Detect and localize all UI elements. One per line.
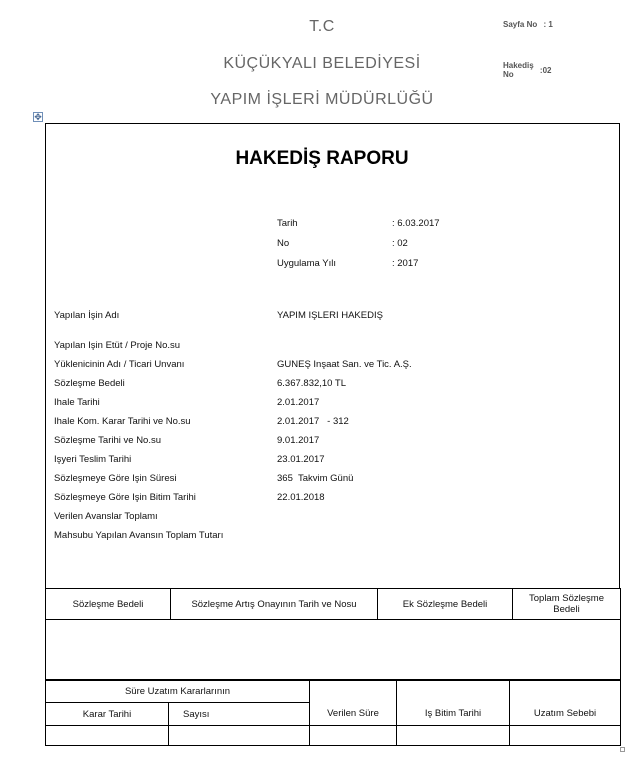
table-header-cell: Karar Tarihi [46,703,169,726]
field-value: 6.367.832,10 TL [277,378,347,389]
field-value: 22.01.2018 [277,492,325,503]
report-title: HAKEDİŞ RAPORU [235,148,409,169]
table-row [46,681,621,703]
field-label: Verilen Avanslar Toplamı [54,511,158,522]
info-value-date: : 6.03.2017 [392,218,440,229]
page-number-value: : 1 [543,20,553,29]
info-label-year: Uygulama Yılı [277,258,336,269]
field-label: Sözleşmeye Göre Işin Süresi [54,473,177,484]
field-value: 2.01.2017 [277,397,320,408]
field-label: Ihale Tarihi [54,397,100,408]
table-move-handle-icon[interactable]: ✥ [34,112,42,122]
field-label: Sözleşme Bedeli [54,378,125,389]
header-tc: T.C [309,18,335,35]
table-cell [510,726,621,746]
table-header-cell: Sözleşme Bedeli [46,589,171,620]
field-label: Yüklenicinin Adı / Ticari Unvanı [54,359,185,370]
page-number [503,20,553,29]
hakedis-number [503,61,551,79]
table-row [46,589,621,620]
table-header-cell: Iş Bitim Tarihi [397,681,510,726]
field-value: YAPIM IŞLERI HAKEDIŞ [277,310,383,321]
table-cell [46,620,621,680]
info-value-no: : 02 [392,238,408,249]
contract-table [45,588,621,680]
hakedis-label-line1: Hakediş [503,61,534,70]
page-number-label: Sayfa No [503,20,538,29]
field-label: Yapılan Işin Etüt / Proje No.su [54,340,181,351]
table-header-cell: Sayısı [169,703,310,726]
table-header-cell: Sözleşme Artış Onayının Tarih ve Nosu [171,589,378,620]
table-row [46,620,621,680]
table-cell [397,726,510,746]
table-header-cell: Verilen Süre [310,681,397,726]
table-group-header: Süre Uzatım Kararlarının [46,681,310,703]
hakedis-number-label [503,61,534,79]
table-resize-handle-icon[interactable] [620,747,625,752]
table-cell [169,726,310,746]
hakedis-label-line2: No [503,70,514,79]
hakedis-number-value: :02 [539,66,552,75]
header-municipality: KÜÇÜKYALI BELEDİYESİ [223,55,421,72]
field-label: Ihale Kom. Karar Tarihi ve No.su [54,416,191,427]
field-value: 23.01.2017 [277,454,325,465]
field-label: Yapılan İşin Adı [54,310,120,321]
info-label-date: Tarih [277,218,298,229]
field-value: GUNEŞ Inşaat San. ve Tic. A.Ş. [277,359,412,370]
info-value-year: : 2017 [392,258,419,269]
extension-table [45,680,621,746]
field-label: Sözleşme Tarihi ve No.su [54,435,162,446]
table-header-cell: Toplam Sözleşme Bedeli [513,589,621,620]
header-directorate: YAPIM İŞLERİ MÜDÜRLÜĞÜ [210,91,434,108]
table-cell [310,726,397,746]
table-row [46,726,621,746]
field-value: 365 Takvim Günü [277,473,354,484]
table-cell [46,726,169,746]
field-value: 2.01.2017 - 312 [277,416,349,427]
table-header-cell: Ek Sözleşme Bedeli [378,589,513,620]
info-label-no: No [277,238,290,249]
field-label: Mahsubu Yapılan Avansın Toplam Tutarı [54,530,224,541]
field-label: Işyeri Teslim Tarihi [54,454,132,465]
field-label: Sözleşmeye Göre Işin Bitim Tarihi [54,492,196,503]
table-header-cell: Uzatım Sebebi [510,681,621,726]
field-value: 9.01.2017 [277,435,320,446]
